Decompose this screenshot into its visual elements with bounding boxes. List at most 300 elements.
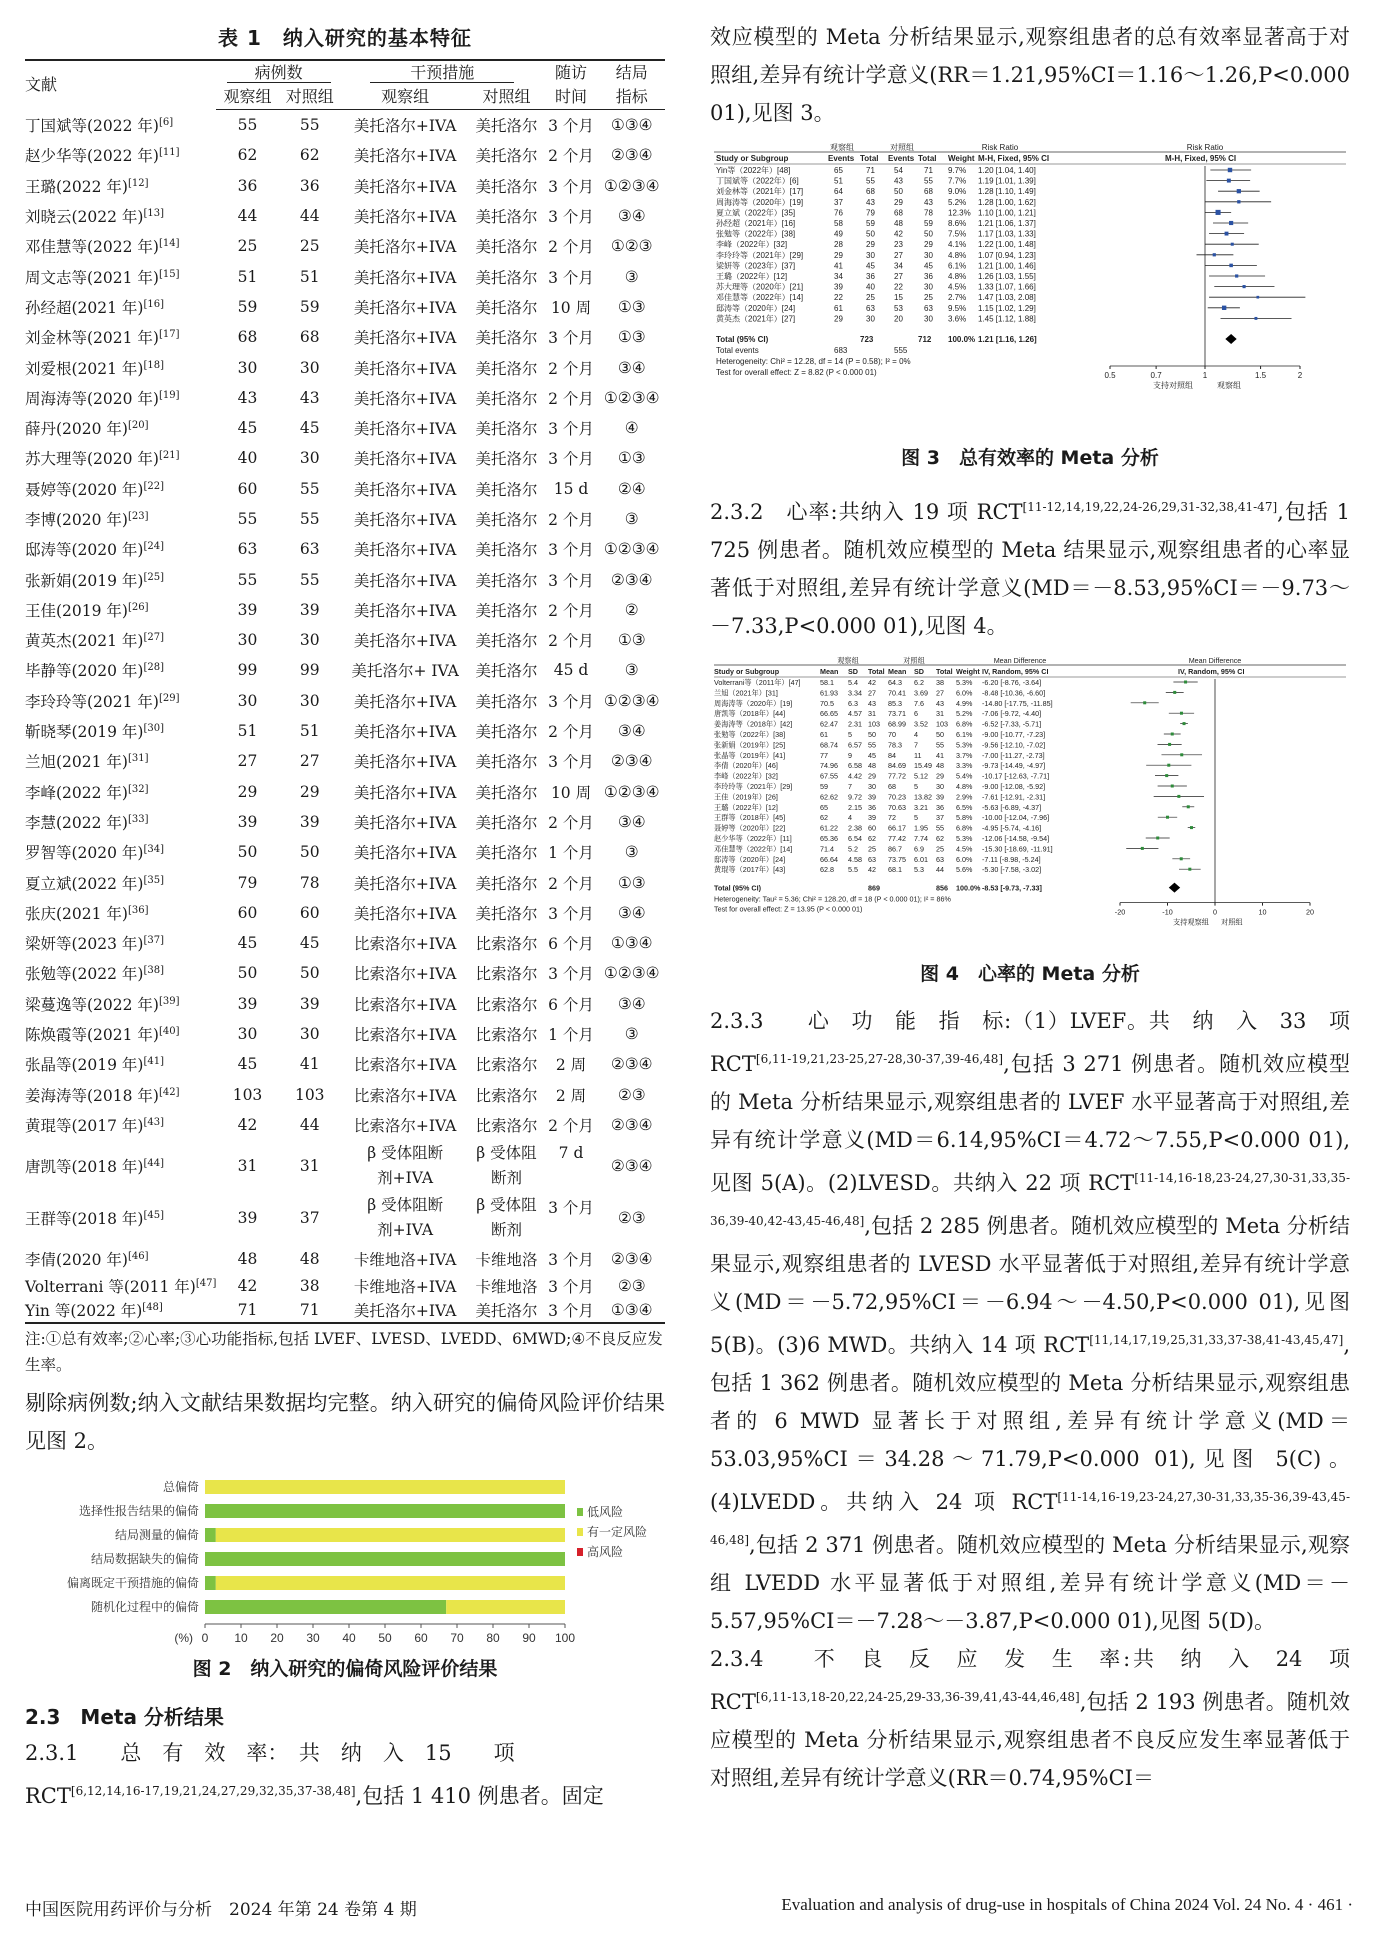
cell-value: 邓佳慧等（2022年）[14] [716,293,804,303]
cell: 美托洛尔+IVA [353,692,457,711]
cell-value: 27 [936,688,944,698]
table-row [25,171,665,201]
cell-value: 12.3% [948,208,971,218]
study-name: 张勉等(2022 年) [25,965,144,984]
cell: 48 [299,1250,320,1269]
col-cases-ctrl: 对照组 [279,85,341,110]
study-ref: [23] [127,510,149,522]
cell-value: 79 [866,208,875,218]
cell-value: 65 [820,802,828,812]
cell-value: 66.65 [820,709,838,719]
bias-category-label: 随机化过程中的偏倚 [90,1600,199,1615]
study-ref: [15] [158,268,180,280]
cell-value: 周海涛等（2020年）[19] [716,197,804,207]
cell: ①②③④ [603,540,660,559]
cell-value: 78.3 [888,740,902,750]
table-row [25,807,665,837]
cell-study [25,171,216,201]
cell-value: 20 [894,314,903,324]
cell: 2 个月 [548,632,594,651]
cell-value: 61.22 [820,823,838,833]
cell-value: 37 [936,813,944,823]
cell-value: 5.3% [956,834,973,843]
cell: 2 个月 [548,238,594,257]
cell-value: 68.1 [888,865,902,875]
study-ref: [28] [143,662,164,674]
study-name: 张晶等(2019 年) [25,1056,144,1075]
cell-study [25,898,216,928]
p232-ref: [11-12,14,19,22,24-26,29,31-32,38,41-47] [1022,500,1278,514]
cell: 55 [237,116,258,135]
study-name: 李玲玲等(2021 年) [25,692,159,711]
point-estimate [1237,189,1241,193]
cell: 美托洛尔 [475,298,538,317]
total-ctrl: 712 [918,335,932,344]
cell-study [25,261,216,291]
cell-value: 6.5% [956,802,973,812]
cell-value: 63 [866,303,875,313]
cell-value: 68.99 [888,719,906,729]
cell-value: 6 [914,709,918,719]
table-row [25,261,665,291]
col-outcome-2: 指标 [598,85,665,110]
cell-value: 41 [834,261,843,271]
cell: 30 [299,449,320,468]
section-2-3-1 [25,1734,665,1815]
study-name: 李慧(2022 年) [25,813,128,832]
cell-value: 5.3% [956,678,973,687]
cell-value: 7 [848,782,852,791]
total-weight: 100.0% [948,335,976,344]
cell-study [25,1274,216,1298]
cell-value: 张晶等（2019年）[41] [714,750,786,760]
study-name: 陈焕霞等(2021 年) [25,1026,159,1045]
cell: 美托洛尔+IVA [353,298,457,317]
cell: 55 [299,510,320,528]
cell: 美托洛尔+IVA [353,450,457,469]
study-name: 梁妍等(2023 年) [25,935,144,954]
bar-low-risk [205,1600,446,1614]
cell-value: 36 [936,802,944,812]
cell: 43 [237,388,258,407]
cell-value: 梁妍等（2023年）[37] [716,261,796,271]
cell-value: 78 [924,208,933,218]
cell-value: 5 [848,730,852,739]
cell-value: 孙经超（2021年）[16] [716,219,796,228]
text-line: 剂+IVA [377,1169,434,1188]
cell-value: 63 [868,854,876,864]
cell-value: 86.7 [888,844,902,854]
table-row [25,413,665,443]
favours-right: 对照组 [1221,917,1243,927]
cell-value: 邸涛等（2020年）[24] [714,854,786,864]
heterogeneity: Heterogeneity: Tau² = 5.36; Chi² = 128.20, df = 18 (P < 0.000 01); I² = 86% [714,894,951,904]
group-rr-plot: Risk Ratio [1186,143,1224,152]
favours-left: 支持观察组 [1173,917,1209,927]
cell-value: 77.72 [888,771,906,781]
cell-value: 1.21 [1.00, 1.46] [978,261,1036,271]
cell: 45 [237,934,258,953]
cell: 美托洛尔+IVA [353,511,457,529]
cell-value: 43 [924,197,933,207]
cell-value: -7.06 [-9.72, -4.40] [982,709,1042,719]
cell-value: 43 [868,698,876,708]
cell-value: 王群等（2018年）[45] [714,813,786,823]
column-header: Events [828,154,855,163]
total-ctrl: 856 [936,883,948,893]
cell: 美托洛尔+IVA [341,1298,470,1323]
cell: 比索洛尔 [475,1026,538,1045]
cell-value: 50 [924,229,933,239]
bar-low-risk [205,1528,216,1542]
cell-value: 31 [936,709,944,719]
cell-value: 2.38 [848,823,862,833]
cell: 51 [299,722,320,741]
point-estimate [1243,285,1246,288]
cell-value: 39 [868,813,876,823]
cell: ②③④ [610,1250,653,1269]
footer-journal-en: Evaluation and analysis of drug-use in hospitals of China 2024 Vol. 24 No. 4 · 461 · [781,1895,1353,1914]
column-header: Weight [956,667,980,676]
study-ref: [36] [127,904,149,916]
cell-value: 25 [936,844,944,854]
study-ref: [33] [127,813,149,825]
cell: ①③ [617,873,646,892]
cell-value: 27 [868,688,876,698]
fig2-caption: 图 2 纳入研究的偏倚风险评价结果 [192,1658,498,1681]
cell: 美托洛尔+IVA [353,238,457,257]
cell: 51 [299,267,320,286]
cell: 美托洛尔+ IVA [351,662,459,681]
cell-value: 27 [894,250,903,260]
study-name: 唐凯等(2018 年) [25,1158,144,1177]
cell: 55 [237,570,258,589]
study-name: 邓佳慧等(2022 年) [25,238,159,257]
x-tick-label: -10 [1162,907,1173,917]
cell: 美托洛尔 [475,511,538,529]
bias-category-label: 结局数据缺失的偏倚 [90,1552,199,1567]
total-rr: 1.21 [1.16, 1.26] [978,335,1037,344]
bias-category-label: 偏离既定干预措施的偏倚 [66,1576,199,1591]
cell-value: 赵少华等（2022年）[11] [714,834,792,843]
table-row [25,140,665,170]
cell-value: 5.2 [848,844,858,854]
study-ref: [39] [158,995,180,1007]
study-name: 王佳(2019 年) [25,601,128,620]
p233-ref-c: [11,14,17,19,25,31,33,37-38,41-43,45,47] [1089,1333,1344,1347]
cell: 55 [299,116,320,135]
point-estimate [1184,681,1187,684]
bias-category-label: 结局测量的偏倚 [114,1528,199,1543]
cell: 30 [237,631,258,650]
table-row [25,958,665,988]
p234-text: ,包括 2 193 例患者。随机效应模型的 Meta 分析结果显示,观察组患者不良反应发生率显著低于对照组,差异有统计学意义(RR＝0.74,95%CI＝ [710,1690,1350,1790]
table-row [25,1140,665,1192]
cell-value: 3.69 [914,688,928,698]
cell-value: 1.20 [1.04, 1.40] [978,166,1036,175]
study-ref: [26] [127,601,149,613]
point-estimate [1171,785,1174,788]
cell-value: 5 [914,813,918,823]
cell-value: 7.5% [948,229,967,239]
cell-value: 6.57 [848,740,862,750]
table-row [25,837,665,867]
table-row [25,655,665,685]
study-name: 李博(2020 年) [25,511,128,529]
point-estimate [1229,264,1233,268]
cell: 2 个月 [548,874,594,893]
cell-value: 72 [888,813,896,823]
cell: 比索洛尔+IVA [353,995,457,1014]
study-ref: [17] [158,329,180,341]
study-name: 黄琨等(2017 年) [25,1116,144,1135]
cell-value: 11 [914,750,922,760]
cell: 3 个月 [548,268,594,287]
cell-value: 43 [936,698,944,708]
text-line: β 受体阻 [476,1144,537,1163]
cell-value: 50 [866,229,875,239]
cell: 50 [299,964,320,983]
cell-value: 6.58 [848,761,862,771]
forest-plot-total-efficacy [710,142,1350,437]
cell-study [25,1110,216,1140]
point-estimate [1165,774,1168,777]
study-ref: [12] [127,177,149,189]
cell: 27 [299,752,320,771]
study-name: 薛丹(2020 年) [25,420,128,439]
cell-value: 3.52 [914,719,928,729]
cell-value: -7.61 [-12.91, -2.31] [982,792,1046,802]
cell-value: 1.26 [1.03, 1.55] [978,272,1036,281]
cell: 39 [237,600,258,619]
x-tick-label: 50 [378,1631,392,1646]
cell-value: 5.4 [848,678,858,687]
cell-value: 65 [834,166,843,175]
cell-value: -10.17 [-12.63, -7.71] [982,771,1050,781]
point-estimate [1168,743,1171,746]
cell-study [25,1244,216,1274]
cell-value: 48 [936,761,944,771]
cell: 68 [237,328,258,347]
cell-value: 5.8% [956,813,973,823]
x-tick-label: 0.5 [1104,371,1116,380]
cell-value: 62 [820,813,828,823]
total-weight: 100.0% [956,883,981,893]
cell-value: 2.31 [848,719,862,729]
x-tick-label: 60 [414,1631,428,1646]
cell-intervention-ctrl [469,1140,543,1192]
point-estimate [1254,317,1257,320]
cell-study [25,534,216,564]
study-name: 兰旭(2021 年) [25,753,128,772]
cell: 37 [299,1209,320,1228]
cell-study [25,655,216,685]
cell: 美托洛尔+IVA [353,601,457,620]
cell-study [25,928,216,958]
study-ref: [21] [158,450,180,462]
cell-value: 34 [894,261,903,271]
cell: ①②③④ [603,964,660,983]
column-header: Weight [948,154,975,163]
column-header: IV, Random, 95% CI [1178,667,1245,676]
cell-value: 55 [936,823,944,833]
cell-value: 8.6% [948,219,967,228]
cell: 美托洛尔+IVA [353,632,457,651]
cell: ①②③ [610,237,653,256]
cell-value: 62.47 [820,719,838,729]
cell: ③ [624,843,639,862]
bar-some-risk [205,1480,565,1494]
point-estimate [1228,168,1232,172]
x-tick-label: 2 [1297,371,1303,380]
study-name: 李倩(2020 年) [25,1251,128,1270]
study-name: 梁蔓逸等(2022 年) [25,995,159,1014]
cell-value: 黄英杰（2021年）[27] [716,314,796,324]
cell: 55 [299,570,320,589]
cell-value: 29 [866,240,875,250]
cell: 比索洛尔 [475,1086,538,1105]
table-row [25,746,665,776]
point-estimate [1156,837,1159,840]
cell: ②③ [617,1277,646,1296]
text-line: β 受体阻 [476,1196,537,1215]
cell-study [25,352,216,382]
study-ref: [46] [127,1251,149,1263]
col-int-ctrl: 对照组 [469,85,543,110]
cell-value: 23 [894,240,903,250]
cell-value: 67.55 [820,771,838,781]
cell-value: -10.00 [-12.04, -7.96] [982,813,1050,823]
cell: 42 [237,1277,258,1296]
total-label: Total (95% CI) [714,883,761,893]
cell-value: 丁国斌等（2022年）[6] [716,176,799,186]
study-ref: [43] [143,1116,164,1128]
cell-value: -9.73 [-14.49, -4.97] [982,761,1046,771]
cell-value: 60 [868,823,876,833]
cell-value: 25 [868,844,876,854]
cell-value: 84.69 [888,761,906,771]
cell: 美托洛尔 [475,723,538,742]
cell-value: 70 [888,730,896,739]
point-estimate [1177,795,1180,798]
cell: 7 d [558,1144,584,1163]
cell-value: 苏大理等（2020年）[21] [716,282,804,292]
cell: 比索洛尔+IVA [353,935,457,954]
cell-value: 68 [924,187,933,197]
cell-value: 1.10 [1.00, 1.21] [978,208,1036,218]
cell-value: 39 [834,282,843,292]
cell-value: 6.2 [914,678,924,687]
cell-value: 6.01 [914,854,928,864]
cell-value: 张新娟（2019年）[25] [714,740,786,750]
table-row [25,1192,665,1244]
cell-value: 76 [834,208,843,218]
p233-a-text: ,包括 3 271 例患者。随机效应模型的 Meta 分析结果显示,观察组患者的 LVEF 水平显著高于对照组,差异有统计学意义(MD＝6.14,95%CI＝4.72～7.55,P<0.000 01),见图 5(A)。(2)LVESD。共纳入 22 项 RCT [710,1052,1350,1195]
cell: 39 [299,994,320,1013]
cell-study [25,110,216,141]
cell: 1 个月 [548,1026,594,1045]
cell: 30 [237,691,258,710]
study-ref: [24] [143,541,164,553]
cell-value: 59 [866,219,875,228]
cell-value: 53 [894,303,903,313]
cell-value: 4 [848,813,852,823]
cell-value: 29 [894,197,903,207]
forest-plot-heart-rate [710,655,1350,953]
table-body [25,110,665,1324]
x-tick-label: 10 [234,1631,248,1646]
cell-value: -5.63 [-6.89, -4.37] [982,802,1042,812]
cell: 55 [237,510,258,528]
cell: 美托洛尔 [475,632,538,651]
cell: 2 周 [555,1056,587,1075]
cell: ①③ [617,328,646,347]
cell: 3 个月 [548,177,594,196]
x-tick-label: 0.7 [1150,371,1162,380]
cell-value: -15.30 [-18.69, -11.91] [982,844,1053,854]
cell: ③ [624,267,639,286]
cell-value: 34 [834,272,843,281]
cell: 美托洛尔 [475,177,538,196]
cell: 3 个月 [548,541,594,560]
cell-value: 70.5 [820,698,834,708]
cell-value: 45 [924,261,933,271]
cell: 比索洛尔+IVA [353,1086,457,1105]
cell: 45 [299,934,320,953]
cell: 6 个月 [548,935,594,954]
cell-value: 4.42 [848,771,862,781]
cell-value: 66.17 [888,823,906,833]
cell-study [25,413,216,443]
study-ref: [27] [143,632,164,644]
cell-value: 5.3% [956,740,973,750]
heterogeneity: Heterogeneity: Chi² = 12.28, df = 14 (P = 0.58); I² = 0% [716,357,911,366]
cell-value: 夏立斌（2022年）[35] [716,208,796,218]
cell-study [25,837,216,867]
cell: 62 [237,146,258,165]
cell-value: 4 [914,730,918,739]
cell-value: 1.21 [1.06, 1.37] [978,219,1036,228]
cell-value: 55 [866,176,875,186]
favours-right: 观察组 [1217,381,1241,390]
cell-value: 103 [868,719,880,729]
cell-value: 张勉等（2022年）[38] [714,730,786,739]
fig3-caption: 图 3 总有效率的 Meta 分析 [901,447,1159,469]
section-2-3-2 [710,488,1350,645]
cell-value: 4.8% [948,272,967,281]
cell-value: 66.64 [820,854,838,864]
cell-value: 6.8% [956,823,973,833]
cell-value: 61 [820,730,828,739]
x-tick-label: -20 [1114,907,1126,917]
cell-value: 6.0% [956,854,973,864]
cell: 3 个月 [548,904,594,923]
x-tick-label: 90 [522,1631,536,1646]
study-ref: [20] [127,419,149,431]
text-line: 剂+IVA [377,1221,434,1240]
cell-value: 1.33 [1.07, 1.66] [978,282,1036,292]
point-estimate [1173,691,1176,694]
cell-value: 张勉等（2022年）[38] [716,229,796,239]
cell-study [25,1192,216,1244]
cell: 63 [237,540,258,559]
table-row [25,1110,665,1140]
cell: 美托洛尔 [475,783,538,802]
cell-value: -7.00 [-11.27, -2.73] [982,750,1045,760]
column-header: SD [914,667,924,676]
cell-value: 周海涛等（2020年）[19] [714,698,793,708]
cell-value: 49 [834,229,843,239]
